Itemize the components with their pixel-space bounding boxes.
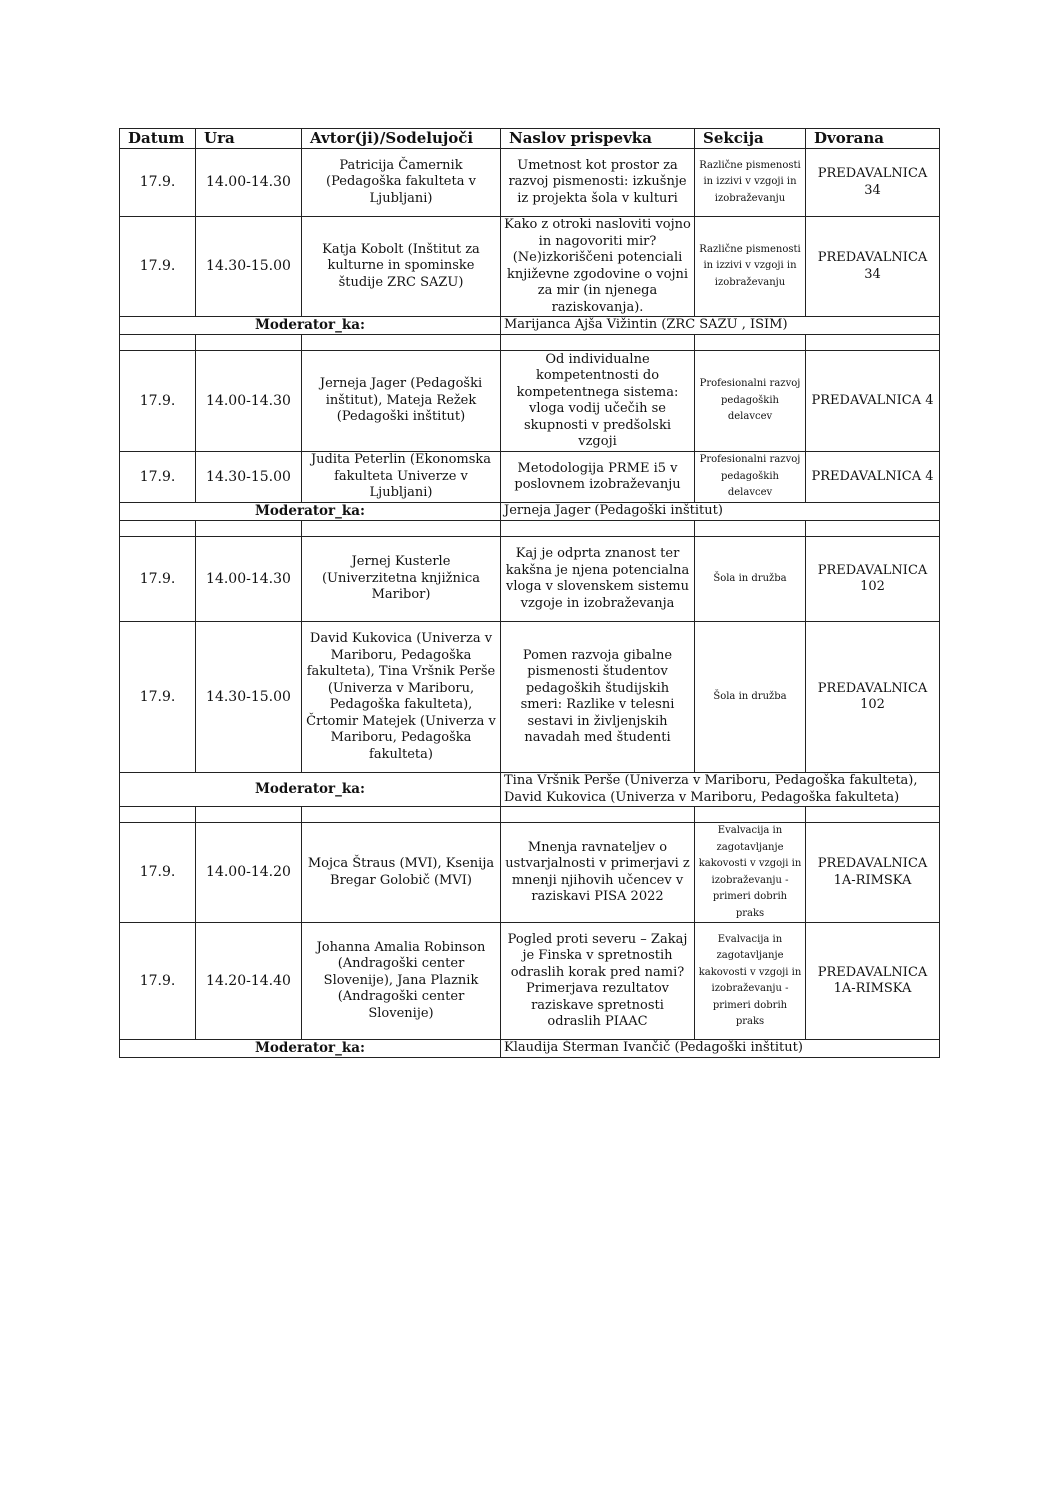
table-row [120, 537, 940, 622]
cell-section: Evalvacija in zagotavljanje kakovosti v vzgoji in izobraževanju - primeri dobrih praks [695, 823, 806, 923]
cell-time: 14.00-14.20 [196, 823, 302, 923]
cell-time: 14.30-15.00 [196, 217, 302, 317]
moderator-label: Moderator_ka: [120, 503, 501, 521]
cell-title: Kako z otroki nasloviti vojno in nagovoriti mir? (Ne)izkoriščeni potenciali književne zgodovine o vojni za mir (in njenega raziskovanja). [501, 217, 695, 317]
cell-date: 17.9. [120, 149, 196, 217]
cell-date: 17.9. [120, 622, 196, 773]
spacer-row [120, 521, 940, 537]
moderator-label: Moderator_ka: [120, 773, 501, 807]
spacer-cell [120, 807, 196, 823]
spacer-cell [695, 335, 806, 351]
cell-title: Kaj je odprta znanost ter kakšna je njena potencialna vloga v slovenskem sistemu vzgoje in izobraževanja [501, 537, 695, 622]
cell-title: Pomen razvoja gibalne pismenosti študentov pedagoških študijskih smeri: Razlike v telesni sestavi in življenjskih navadah med študenti [501, 622, 695, 773]
cell-date: 17.9. [120, 537, 196, 622]
cell-room: PREDAVALNICA 1A-RIMSKA [806, 823, 940, 923]
cell-room: PREDAVALNICA 4 [806, 452, 940, 503]
cell-author: Katja Kobolt (Inštitut za kulturne in spominske študije ZRC SAZU) [302, 217, 501, 317]
moderator-row [120, 503, 940, 521]
table-row [120, 923, 940, 1040]
cell-title: Metodologija PRME i5 v poslovnem izobraževanju [501, 452, 695, 503]
cell-date: 17.9. [120, 823, 196, 923]
cell-section: Evalvacija in zagotavljanje kakovosti v vzgoji in izobraževanju - primeri dobrih praks [695, 923, 806, 1040]
cell-time: 14.30-15.00 [196, 452, 302, 503]
spacer-cell [302, 807, 501, 823]
table-row [120, 351, 940, 452]
moderator-name: Jerneja Jager (Pedagoški inštitut) [501, 503, 940, 521]
cell-author: Johanna Amalia Robinson (Andragoški center Slovenije), Jana Plaznik (Andragoški center Slovenije) [302, 923, 501, 1040]
cell-time: 14.00-14.30 [196, 537, 302, 622]
cell-section: Različne pismenosti in izzivi v vzgoji in izobraževanju [695, 217, 806, 317]
cell-section: Različne pismenosti in izzivi v vzgoji in izobraževanju [695, 149, 806, 217]
cell-title: Umetnost kot prostor za razvoj pismenosti: izkušnje iz projekta šola v kulturi [501, 149, 695, 217]
cell-date: 17.9. [120, 351, 196, 452]
moderator-name: Marijanca Ajša Vižintin (ZRC SAZU , ISIM) [501, 317, 940, 335]
cell-time: 14.00-14.30 [196, 351, 302, 452]
header-sekcija: Sekcija [695, 129, 806, 149]
cell-author: Jerneja Jager (Pedagoški inštitut), Mateja Režek (Pedagoški inštitut) [302, 351, 501, 452]
moderator-label: Moderator_ka: [120, 1040, 501, 1058]
spacer-cell [695, 521, 806, 537]
header-dvorana: Dvorana [806, 129, 940, 149]
spacer-cell [806, 335, 940, 351]
table-row [120, 622, 940, 773]
cell-title: Mnenja ravnateljev o ustvarjalnosti v primerjavi z mnenji njihovih učencev v raziskavi PISA 2022 [501, 823, 695, 923]
cell-date: 17.9. [120, 923, 196, 1040]
table-header [120, 129, 940, 149]
cell-section: Šola in družba [695, 622, 806, 773]
table-row [120, 149, 940, 217]
cell-room: PREDAVALNICA 34 [806, 217, 940, 317]
cell-title: Pogled proti severu – Zakaj je Finska v spretnostih odraslih korak pred nami? Primerjava rezultatov raziskave spretnosti odraslih PIAAC [501, 923, 695, 1040]
spacer-row [120, 335, 940, 351]
table-body [120, 149, 940, 1058]
cell-author: Patricija Čamernik (Pedagoška fakulteta v Ljubljani) [302, 149, 501, 217]
spacer-cell [501, 335, 695, 351]
cell-room: PREDAVALNICA 1A-RIMSKA [806, 923, 940, 1040]
spacer-cell [302, 521, 501, 537]
cell-date: 17.9. [120, 217, 196, 317]
cell-date: 17.9. [120, 452, 196, 503]
spacer-cell [302, 335, 501, 351]
cell-room: PREDAVALNICA 4 [806, 351, 940, 452]
cell-room: PREDAVALNICA 102 [806, 537, 940, 622]
spacer-cell [196, 521, 302, 537]
cell-time: 14.00-14.30 [196, 149, 302, 217]
spacer-cell [120, 521, 196, 537]
table-row [120, 217, 940, 317]
spacer-cell [806, 807, 940, 823]
cell-section: Profesionalni razvoj pedagoških delavcev [695, 351, 806, 452]
cell-author: David Kukovica (Univerza v Mariboru, Pedagoška fakulteta), Tina Vršnik Perše (Univerza v Mariboru, Pedagoška fakulteta), Črtomir Matejek (Univerza v Mariboru, Pedagoška fakulteta) [302, 622, 501, 773]
spacer-cell [196, 335, 302, 351]
header-ura: Ura [196, 129, 302, 149]
cell-room: PREDAVALNICA 34 [806, 149, 940, 217]
cell-room: PREDAVALNICA 102 [806, 622, 940, 773]
table-row [120, 823, 940, 923]
spacer-cell [196, 807, 302, 823]
moderator-row [120, 1040, 940, 1058]
spacer-cell [501, 521, 695, 537]
spacer-cell [501, 807, 695, 823]
spacer-cell [695, 807, 806, 823]
cell-author: Judita Peterlin (Ekonomska fakulteta Univerze v Ljubljani) [302, 452, 501, 503]
header-datum: Datum [120, 129, 196, 149]
spacer-row [120, 807, 940, 823]
moderator-label: Moderator_ka: [120, 317, 501, 335]
spacer-cell [120, 335, 196, 351]
cell-title: Od individualne kompetentnosti do kompetentnega sistema: vloga vodij učečih se skupnosti v predšolski vzgoji [501, 351, 695, 452]
moderator-name: Klaudija Šterman Ivančič (Pedagoški inštitut) [501, 1040, 940, 1058]
moderator-name: Tina Vršnik Perše (Univerza v Mariboru, Pedagoška fakulteta), David Kukovica (Univerza v Mariboru, Pedagoška fakulteta) [501, 773, 940, 807]
moderator-row [120, 317, 940, 335]
cell-section: Profesionalni razvoj pedagoških delavcev [695, 452, 806, 503]
moderator-row [120, 773, 940, 807]
cell-section: Šola in družba [695, 537, 806, 622]
schedule-table [119, 128, 940, 1058]
header-avtor: Avtor(ji)/Sodelujoči [302, 129, 501, 149]
header-naslov: Naslov prispevka [501, 129, 695, 149]
cell-time: 14.20-14.40 [196, 923, 302, 1040]
table-row [120, 452, 940, 503]
cell-time: 14.30-15.00 [196, 622, 302, 773]
cell-author: Jernej Kusterle (Univerzitetna knjižnica Maribor) [302, 537, 501, 622]
cell-author: Mojca Štraus (MVI), Ksenija Bregar Golobič (MVI) [302, 823, 501, 923]
spacer-cell [806, 521, 940, 537]
